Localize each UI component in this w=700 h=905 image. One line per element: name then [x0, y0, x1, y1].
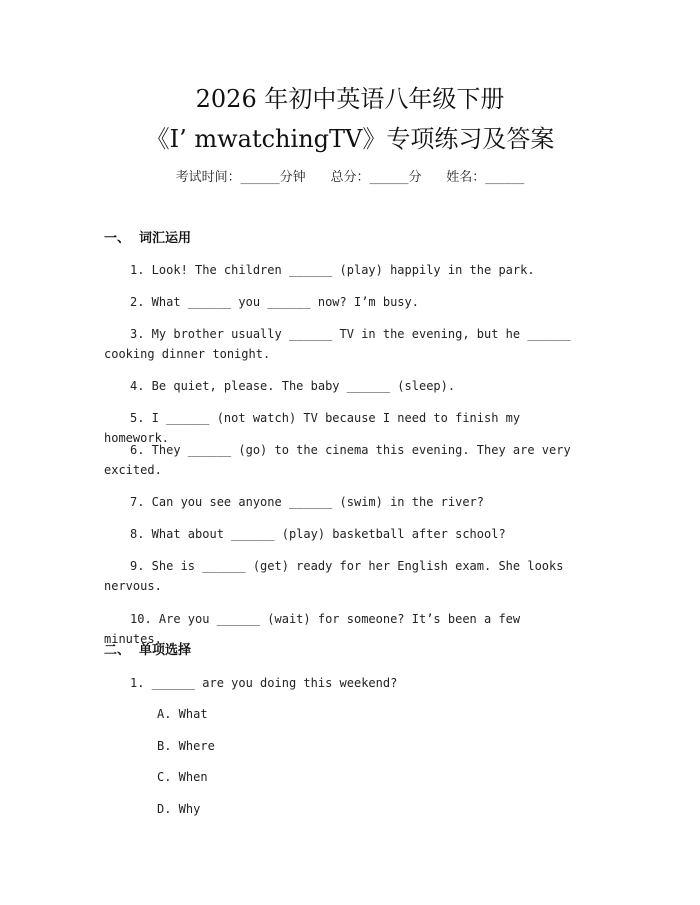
question-item: 4. Be quiet, please. The baby ______ (sleep). — [130, 379, 456, 393]
question-item: 3. My brother usually ______ TV in the evening, but he ______ cooking dinner tonight. — [104, 327, 571, 361]
document-title-line-1: 2026 年初中英语八年级下册 — [195, 85, 505, 113]
question-item: 1. Look! The children ______ (play) happily in the park. — [130, 263, 535, 277]
question-item: 1. ______ are you doing this weekend? — [130, 676, 398, 690]
section-heading-vocabulary: 一、 词汇运用 — [104, 231, 192, 246]
exam-score: 总分：______分 — [330, 170, 422, 185]
exam-info — [0, 168, 700, 188]
question-item: 5. I ______ (not watch) TV because I need to finish my homework. — [104, 411, 521, 445]
question-item: 10. Are you ______ (wait) for someone? It’s been a few minutes. — [104, 612, 521, 646]
choice-option-b: B. Where — [157, 739, 215, 753]
student-name: 姓名：______ — [446, 170, 525, 185]
exam-time: 考试时间：______分钟 — [175, 170, 306, 185]
choice-option-a: A. What — [157, 707, 208, 721]
question-item: 6. They ______ (go) to the cinema this evening. They are very excited. — [104, 443, 571, 477]
choice-option-d: D. Why — [157, 802, 201, 816]
question-item: 8. What about ______ (play) basketball after school? — [130, 527, 506, 541]
question-item: 2. What ______ you ______ now? I’m busy. — [130, 295, 419, 309]
question-item: 7. Can you see anyone ______ (swim) in the river? — [130, 495, 485, 509]
choice-option-c: C. When — [157, 770, 208, 784]
section-heading-multiple-choice: 二、 单项选择 — [104, 643, 192, 658]
question-item: 9. She is ______ (get) ready for her English exam. She looks nervous. — [104, 559, 564, 593]
document-title-line-2: 《I’ mwatchingTV》专项练习及答案 — [145, 125, 555, 153]
